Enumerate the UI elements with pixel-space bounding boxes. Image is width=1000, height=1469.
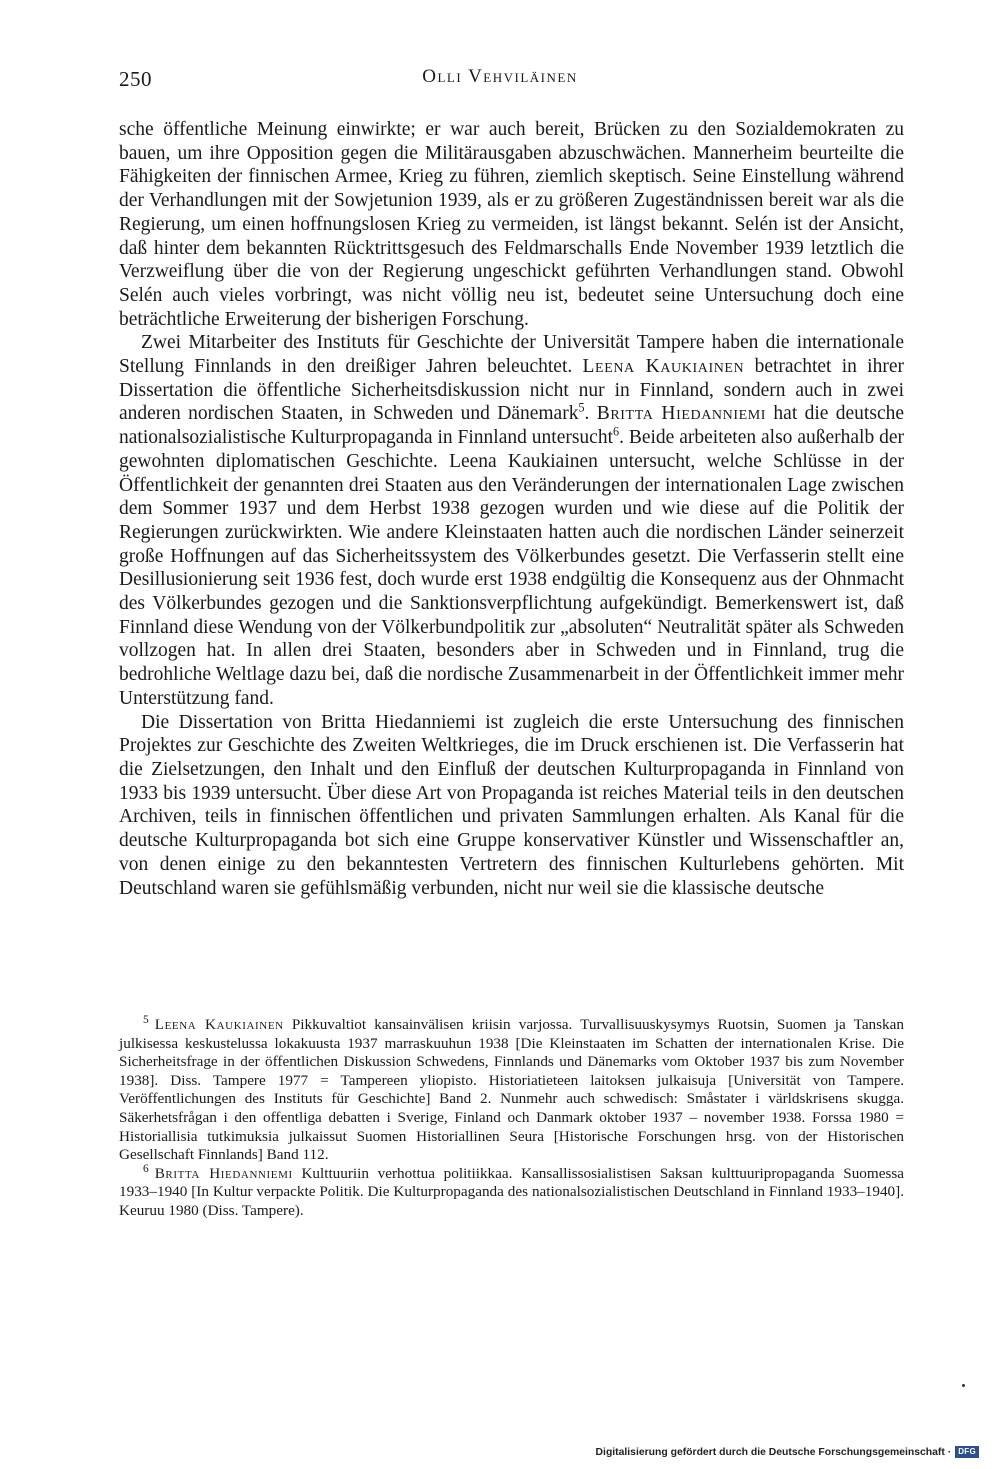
scan-speck	[962, 1384, 965, 1387]
footnote-5-mark: 5	[143, 1013, 149, 1026]
footnote-6	[119, 1162, 905, 1221]
footnote-6-author: Britta Hiedanniemi	[154, 1164, 293, 1182]
dfg-logo-icon: DFG	[955, 1446, 979, 1458]
author-name-kaukiainen: Leena Kaukiainen	[582, 356, 745, 378]
footnote-5	[119, 1013, 904, 1165]
running-header: Olli Vehviläinen	[422, 66, 578, 87]
footnote-6-mark: 6	[143, 1162, 149, 1175]
footnotes	[119, 1013, 905, 1221]
paragraph-2-text-c: .	[584, 403, 597, 425]
paragraph-3: Die Dissertation von Britta Hiedanniemi ist zugleich die erste Untersuchung des finnischen Projektes zur Geschichte des Zweiten Weltkrieges, die im Druck erschienen ist. Die Verfasserin hat die Zielsetzungen, den Inhalt und den Einfluß der deutschen Kulturpropaganda in Finnland von 1933 bis 1939 untersucht. Über diese Art von Propaganda ist reiches Material teils in den deutschen Archiven, teils in finnischen öffentlichen und privaten Sammlungen erhalten. Als Kanal für die deutsche Kulturpropaganda bot sich eine Gruppe konservativer Künstler und Wissenschaftler an, von denen einige zu den bekanntesten Vertretern des finnischen Kulturlebens gehörten. Mit Deutschland waren sie gefühlsmäßig verbunden, nicht nur weil sie die klassische deutsche	[119, 711, 904, 899]
paragraph-2-text-a: Zwei Mitarbeiter des Instituts für Geschichte der Universität Tampere haben die internationale Stellung Finnlands in den dreißiger Jahren beleuchtet.	[119, 332, 904, 378]
footnote-ref-6[interactable]: 6	[613, 424, 620, 439]
footnote-ref-5[interactable]: 5	[578, 400, 585, 415]
footnote-5-text: Pikkuvaltiot kansainvälisen kriisin varjossa. Turvallisuuskysymys Ruotsin, Suomen ja Tanskan julkisessa keskustelussa lokakuusta 1937 marraskuuhun 1938 [Die Kleinstaaten im Schatten der internationalen Krise. Die Sicherheitsfrage in der öffentlichen Diskussion Schwedens, Finnlands und Dänemarks vom Oktober 1937 bis zum November 1938]. Diss. Tampere 1977 = Tampereen yliopisto. Historiatieteen laitoksen julkaisuja [Universität von Tampere. Veröffentlichungen des Instituts für Geschichte] Band 2. Nunmehr auch schwedisch: Småstater i världskrisens skugga. Säkerhetsfrågan i den offentliga debatten i Sverige, Finland och Danmark oktober 1937 – november 1938. Forssa 1980 = Historiallisia tutkimuksia julkaissut Suomen Historiallinen Seura [Historische Forschungen hrsg. von der Historischen Gesellschaft Finnlands] Band 112.	[119, 1016, 904, 1164]
digitization-footer	[596, 1446, 979, 1458]
author-name-hiedanniemi: Britta Hiedanniemi	[596, 403, 767, 425]
footnote-6-text: Kulttuuriin verhottua politiikkaa. Kansallissosialistisen Saksan kulttuuripropaganda Suomessa 1933–1940 [In Kultur verpackte Politik. Die Kulturpropaganda des nationalsozialistischen Deutschland in Finnland 1933–1940]. Keuruu 1980 (Diss. Tampere).	[119, 1164, 905, 1219]
paragraph-2-text-b: betrachtet in ihrer Dissertation die öffentliche Sicherheitsdiskussion nicht nur in Finnland, sondern auch in zwei anderen nordischen Staaten, in Schweden und Dänemark	[119, 356, 904, 425]
digitization-note-text: Digitalisierung gefördert durch die Deutsche Forschungsgemeinschaft ·	[595, 1446, 952, 1458]
paragraph-1: sche öffentliche Meinung einwirkte; er war auch bereit, Brücken zu den Sozialdemokraten zu bauen, um ihre Opposition gegen die Militärausgaben abzuschwächen. Mannerheim beurteilte die Fähigkeiten der finnischen Armee, Krieg zu führen, ziemlich skeptisch. Seine Einstellung während der Verhandlungen mit der Sowjetunion 1939, als er zu größeren Zugeständnissen bereit war als die Regierung, um einen hoffnungslosen Krieg zu vermeiden, ist längst bekannt. Selén ist der Ansicht, daß hinter dem bekannten Rücktrittsgesuch des Feldmarschalls Ende November 1939 letztlich die Verzweiflung über die von der Regierung ungeschickt geführten Verhandlungen stand. Obwohl Selén auch vieles vorbringt, was nicht völlig neu ist, bedeutet seine Untersuchung doch eine beträchtliche Erweiterung der bisherigen Forschung.	[119, 119, 904, 330]
paragraph-2-text-d: hat die deutsche nationalsozialistische Kulturpropaganda in Finnland untersucht	[119, 403, 904, 449]
page-number: 250	[119, 67, 152, 91]
paragraph-2-text-e: . Beide arbeiteten also außerhalb der gewohnten diplomatischen Geschichte. Leena Kaukiainen untersucht, welche Schlüsse in der Öffentlichkeit der genannten drei Staaten aus den Veränderungen der internationalen Lage zwischen dem Sommer 1937 und dem Herbst 1938 gezogen wurden und wie diese auf die Politik der Regierungen zurückwirkten. Wie andere Kleinstaaten hatten auch die nordischen Länder seinerzeit große Hoffnungen auf das Sicherheitssystem des Völkerbundes gesetzt. Die Verfasserin stellt eine Desillusionierung seit 1936 fest, doch wurde erst 1938 endgültig die Konsequenz aus der Ohnmacht des Völkerbundes gezogen und die Sanktionsverpflichtung aufgekündigt. Bemerkenswert ist, daß Finnland diese Wendung von der Völkerbundpolitik zur „absoluten“ Neutralität später als Schweden vollzogen hat. In allen drei Staaten, besonders aber in Schweden und in Finnland, trug die bedrohliche Weltlage dazu bei, daß die nordische Zusammenarbeit in der Öffentlichkeit immer mehr Unterstützung fand.	[119, 427, 904, 709]
paragraph-2	[119, 331, 904, 710]
footnote-5-author: Leena Kaukiainen	[154, 1016, 284, 1033]
body-text	[119, 118, 904, 900]
